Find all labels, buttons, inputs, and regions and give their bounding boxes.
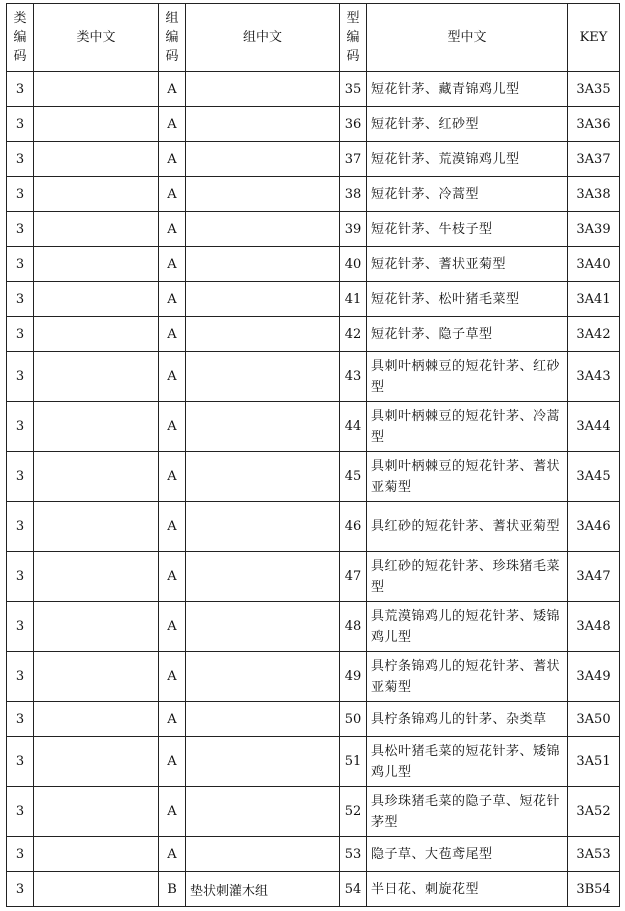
- cell-class-code: 3: [7, 552, 34, 602]
- header-type-code-label: 型 编 码: [346, 11, 360, 64]
- cell-group-code: A: [159, 352, 186, 402]
- table-row: [7, 142, 620, 177]
- cell-key: 3A53: [568, 837, 620, 872]
- cell-type-code: 47: [340, 552, 367, 602]
- cell-key: 3A40: [568, 247, 620, 282]
- cell-class-code: 3: [7, 107, 34, 142]
- cell-key: 3A37: [568, 142, 620, 177]
- header-group-cn: 组中文: [186, 4, 340, 72]
- cell-group-code: A: [159, 837, 186, 872]
- header-group-code: [159, 4, 186, 72]
- cell-type-code: 46: [340, 502, 367, 552]
- cell-type-code: 44: [340, 402, 367, 452]
- cell-type-code: 36: [340, 107, 367, 142]
- cell-type-code: 45: [340, 452, 367, 502]
- cell-class-code: 3: [7, 602, 34, 652]
- cell-type-code: 49: [340, 652, 367, 702]
- cell-class-cn: [34, 787, 159, 837]
- cell-class-cn: [34, 317, 159, 352]
- cell-class-code: 3: [7, 352, 34, 402]
- cell-class-code: 3: [7, 837, 34, 872]
- cell-type-code: 52: [340, 787, 367, 837]
- table-row: [7, 652, 620, 702]
- cell-key: 3A46: [568, 502, 620, 552]
- header-class-code-label: 类 编 码: [13, 11, 27, 64]
- cell-group-code: A: [159, 142, 186, 177]
- cell-class-cn: [34, 737, 159, 787]
- cell-key: 3A39: [568, 212, 620, 247]
- table-row: [7, 317, 620, 352]
- table-row: [7, 247, 620, 282]
- cell-type-cn: 具珍珠猪毛菜的隐子草、短花针茅型: [367, 787, 568, 837]
- cell-class-code: 3: [7, 872, 34, 907]
- cell-class-cn: [34, 837, 159, 872]
- table-row: [7, 282, 620, 317]
- header-key: KEY: [568, 4, 620, 72]
- cell-class-code: 3: [7, 177, 34, 212]
- cell-key: 3A45: [568, 452, 620, 502]
- cell-type-cn: 具荒漠锦鸡儿的短花针茅、矮锦鸡儿型: [367, 602, 568, 652]
- cell-group-cn: [186, 247, 340, 282]
- cell-class-code: 3: [7, 737, 34, 787]
- cell-class-cn: [34, 72, 159, 107]
- cell-class-code: 3: [7, 502, 34, 552]
- table-row: [7, 602, 620, 652]
- cell-group-code: A: [159, 247, 186, 282]
- cell-key: 3A44: [568, 402, 620, 452]
- cell-type-code: 39: [340, 212, 367, 247]
- cell-class-code: 3: [7, 702, 34, 737]
- table-row: [7, 552, 620, 602]
- table-row: [7, 72, 620, 107]
- cell-key: 3A41: [568, 282, 620, 317]
- cell-type-cn: 短花针茅、冷蒿型: [367, 177, 568, 212]
- cell-group-code: A: [159, 652, 186, 702]
- cell-group-code: A: [159, 737, 186, 787]
- cell-group-code: A: [159, 212, 186, 247]
- cell-class-cn: [34, 212, 159, 247]
- cell-group-cn: [186, 177, 340, 212]
- cell-group-cn: [186, 652, 340, 702]
- cell-type-cn: 具刺叶柄棘豆的短花针茅、冷蒿型: [367, 402, 568, 452]
- cell-group-cn: 垫状刺灌木组: [186, 872, 340, 907]
- cell-group-code: B: [159, 872, 186, 907]
- cell-group-code: A: [159, 282, 186, 317]
- cell-group-code: A: [159, 402, 186, 452]
- cell-type-cn: 短花针茅、松叶猪毛菜型: [367, 282, 568, 317]
- cell-type-cn: 短花针茅、红砂型: [367, 107, 568, 142]
- cell-type-cn: 隐子草、大苞鸢尾型: [367, 837, 568, 872]
- cell-key: 3A49: [568, 652, 620, 702]
- cell-class-cn: [34, 502, 159, 552]
- cell-type-cn: 短花针茅、藏青锦鸡儿型: [367, 72, 568, 107]
- table-row: [7, 502, 620, 552]
- cell-type-code: 37: [340, 142, 367, 177]
- cell-group-code: A: [159, 177, 186, 212]
- cell-class-code: 3: [7, 787, 34, 837]
- cell-key: 3A48: [568, 602, 620, 652]
- table-row: [7, 107, 620, 142]
- table-row: [7, 402, 620, 452]
- cell-type-cn: 短花针茅、荒漠锦鸡儿型: [367, 142, 568, 177]
- cell-group-cn: [186, 352, 340, 402]
- cell-type-code: 35: [340, 72, 367, 107]
- cell-class-code: 3: [7, 247, 34, 282]
- cell-class-cn: [34, 452, 159, 502]
- cell-key: 3A35: [568, 72, 620, 107]
- cell-group-cn: [186, 282, 340, 317]
- cell-type-code: 51: [340, 737, 367, 787]
- cell-key: 3A43: [568, 352, 620, 402]
- cell-group-code: A: [159, 502, 186, 552]
- cell-type-cn: 短花针茅、牛枝子型: [367, 212, 568, 247]
- header-type-code: [340, 4, 367, 72]
- cell-group-cn: [186, 212, 340, 247]
- cell-group-cn: [186, 142, 340, 177]
- cell-class-cn: [34, 142, 159, 177]
- cell-key: 3B54: [568, 872, 620, 907]
- cell-group-code: A: [159, 602, 186, 652]
- cell-group-code: A: [159, 452, 186, 502]
- cell-key: 3A36: [568, 107, 620, 142]
- cell-key: 3A50: [568, 702, 620, 737]
- cell-type-code: 54: [340, 872, 367, 907]
- cell-type-cn: 具刺叶柄棘豆的短花针茅、红砂型: [367, 352, 568, 402]
- cell-class-cn: [34, 282, 159, 317]
- cell-type-cn: 具松叶猪毛菜的短花针茅、矮锦鸡儿型: [367, 737, 568, 787]
- header-type-cn: 型中文: [367, 4, 568, 72]
- cell-type-cn: 具刺叶柄棘豆的短花针茅、蓍状亚菊型: [367, 452, 568, 502]
- cell-group-cn: [186, 702, 340, 737]
- cell-key: 3A52: [568, 787, 620, 837]
- cell-type-code: 50: [340, 702, 367, 737]
- cell-key: 3A42: [568, 317, 620, 352]
- cell-type-cn: 半日花、刺旋花型: [367, 872, 568, 907]
- header-class-cn: 类中文: [34, 4, 159, 72]
- cell-type-code: 43: [340, 352, 367, 402]
- table-row: [7, 837, 620, 872]
- cell-group-code: A: [159, 107, 186, 142]
- table-body: [7, 72, 620, 907]
- cell-class-cn: [34, 552, 159, 602]
- cell-class-cn: [34, 872, 159, 907]
- cell-key: 3A38: [568, 177, 620, 212]
- cell-group-code: A: [159, 787, 186, 837]
- cell-group-cn: [186, 602, 340, 652]
- cell-group-cn: [186, 552, 340, 602]
- cell-type-cn: 具红砂的短花针茅、珍珠猪毛菜型: [367, 552, 568, 602]
- cell-group-code: A: [159, 552, 186, 602]
- cell-type-code: 48: [340, 602, 367, 652]
- cell-group-cn: [186, 72, 340, 107]
- cell-type-code: 40: [340, 247, 367, 282]
- cell-class-code: 3: [7, 402, 34, 452]
- cell-class-cn: [34, 402, 159, 452]
- cell-class-code: 3: [7, 282, 34, 317]
- cell-type-code: 38: [340, 177, 367, 212]
- header-row: [7, 4, 620, 72]
- cell-type-code: 42: [340, 317, 367, 352]
- header-class-code: [7, 4, 34, 72]
- cell-class-cn: [34, 652, 159, 702]
- cell-class-code: 3: [7, 452, 34, 502]
- cell-group-cn: [186, 317, 340, 352]
- cell-class-code: 3: [7, 142, 34, 177]
- cell-group-code: A: [159, 317, 186, 352]
- cell-type-code: 41: [340, 282, 367, 317]
- cell-type-cn: 具柠条锦鸡儿的短花针茅、蓍状亚菊型: [367, 652, 568, 702]
- table-row: [7, 452, 620, 502]
- cell-key: 3A51: [568, 737, 620, 787]
- cell-type-cn: 具柠条锦鸡儿的针茅、杂类草: [367, 702, 568, 737]
- cell-key: 3A47: [568, 552, 620, 602]
- table-row: [7, 352, 620, 402]
- cell-group-cn: [186, 837, 340, 872]
- cell-group-cn: [186, 107, 340, 142]
- table-row: [7, 787, 620, 837]
- cell-class-code: 3: [7, 652, 34, 702]
- cell-group-cn: [186, 787, 340, 837]
- cell-type-cn: 短花针茅、蓍状亚菊型: [367, 247, 568, 282]
- table-row: [7, 872, 620, 907]
- cell-group-code: A: [159, 702, 186, 737]
- cell-group-code: A: [159, 72, 186, 107]
- cell-class-cn: [34, 602, 159, 652]
- cell-class-cn: [34, 247, 159, 282]
- cell-class-cn: [34, 107, 159, 142]
- cell-group-cn: [186, 402, 340, 452]
- cell-type-code: 53: [340, 837, 367, 872]
- cell-class-code: 3: [7, 72, 34, 107]
- vegetation-type-table: [6, 3, 620, 907]
- header-group-code-label: 组 编 码: [165, 11, 179, 64]
- cell-type-cn: 短花针茅、隐子草型: [367, 317, 568, 352]
- cell-class-cn: [34, 352, 159, 402]
- table-row: [7, 702, 620, 737]
- cell-type-cn: 具红砂的短花针茅、蓍状亚菊型: [367, 502, 568, 552]
- cell-group-cn: [186, 502, 340, 552]
- cell-class-cn: [34, 702, 159, 737]
- cell-class-cn: [34, 177, 159, 212]
- table-row: [7, 737, 620, 787]
- cell-group-cn: [186, 452, 340, 502]
- cell-group-cn: [186, 737, 340, 787]
- cell-class-code: 3: [7, 212, 34, 247]
- table-row: [7, 177, 620, 212]
- cell-class-code: 3: [7, 317, 34, 352]
- table-row: [7, 212, 620, 247]
